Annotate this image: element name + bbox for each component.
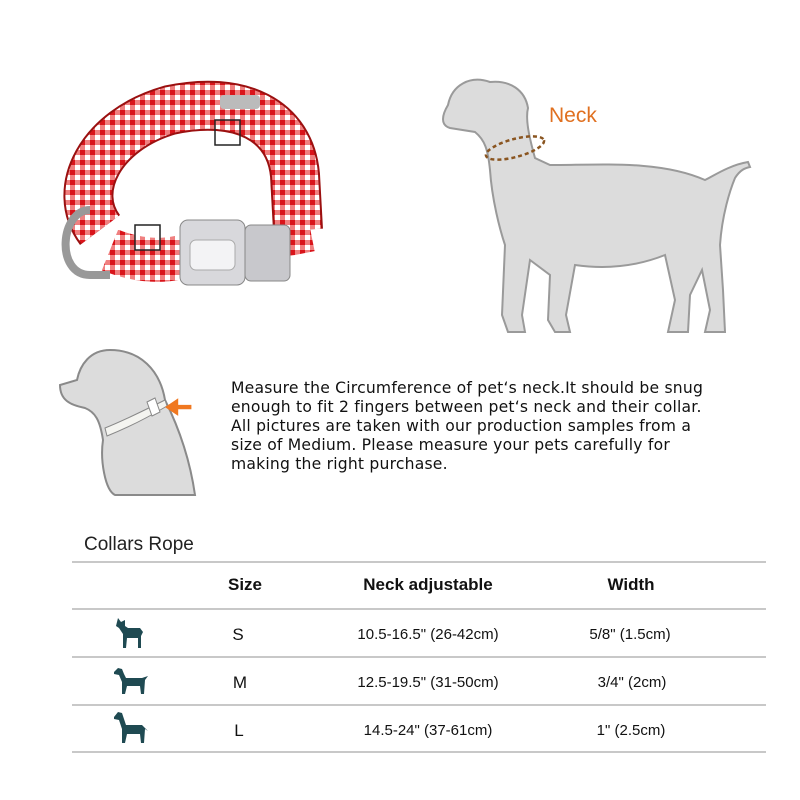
medium-dog-icon — [112, 666, 150, 696]
row-s-neck: 10.5-16.5" (26-42cm) — [357, 626, 499, 643]
row-m-neck: 12.5-19.5" (31-50cm) — [357, 674, 499, 691]
description-line: Measure the Circumference of pet‘s neck.It should be snug — [231, 379, 704, 397]
header-size: Size — [227, 575, 263, 594]
description-line: All pictures are taken with our production samples from a — [231, 417, 692, 435]
table-divider — [72, 656, 766, 658]
row-l-size: L — [234, 721, 244, 740]
row-l-width: 1" (2.5cm) — [596, 722, 666, 739]
table-divider — [72, 704, 766, 706]
measurement-description — [231, 379, 771, 474]
row-s-width: 5/8" (1.5cm) — [589, 626, 671, 643]
description-line: enough to fit 2 fingers between pet‘s neck and their collar. — [231, 398, 702, 416]
table-divider — [72, 561, 766, 563]
header-width: Width — [607, 575, 655, 594]
measuring-dog-image — [55, 340, 205, 500]
table-divider — [72, 751, 766, 753]
neck-label: Neck — [549, 104, 597, 127]
large-dog-icon — [112, 711, 150, 745]
description-line: making the right purchase. — [231, 455, 448, 473]
header-neck: Neck adjustable — [363, 575, 493, 594]
small-dog-icon — [113, 616, 145, 650]
table-title: Collars Rope — [84, 534, 194, 555]
row-s-size: S — [232, 625, 244, 644]
row-l-neck: 14.5-24" (37-61cm) — [363, 722, 493, 739]
collar-product-image — [40, 80, 340, 310]
row-m-width: 3/4" (2cm) — [597, 674, 667, 691]
row-m-size: M — [232, 673, 248, 692]
description-line: size of Medium. Please measure your pets carefully for — [231, 436, 670, 454]
table-divider — [72, 608, 766, 610]
